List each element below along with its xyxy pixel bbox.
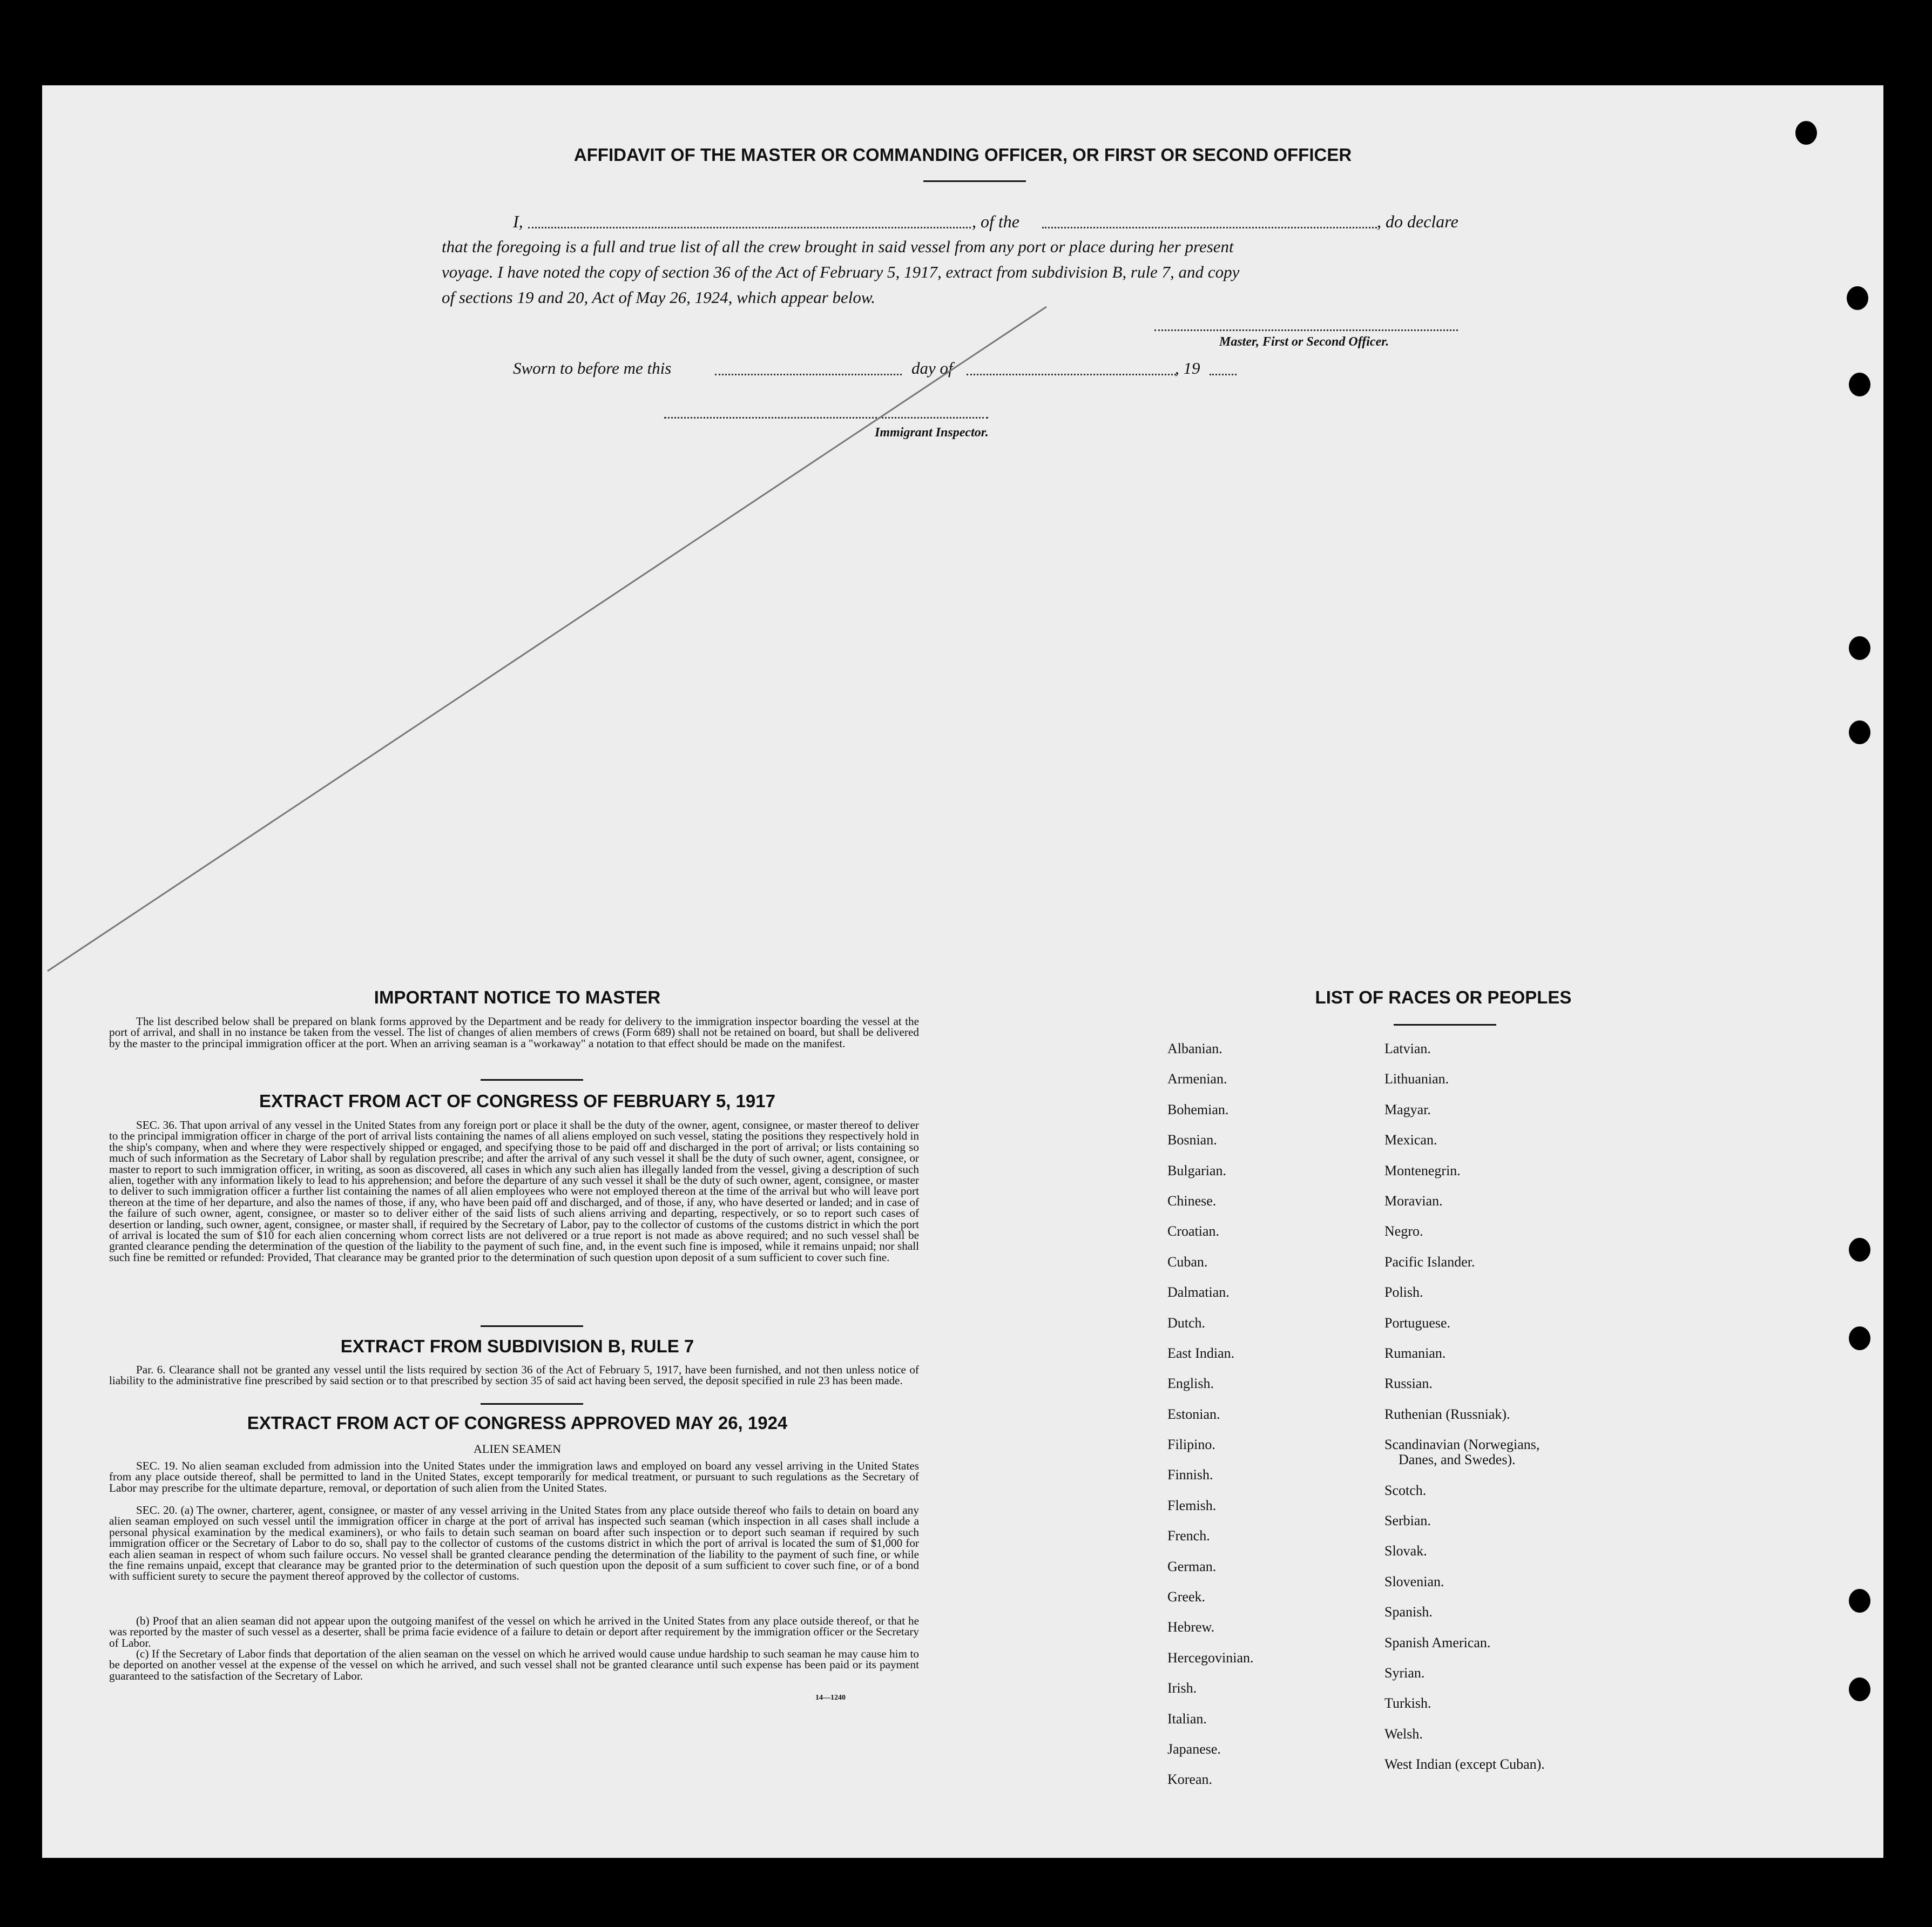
punch-hole <box>1849 1677 1870 1701</box>
punch-hole <box>1849 1326 1870 1350</box>
race-item: Turkish. <box>1384 1695 1431 1712</box>
races-left-column <box>1167 1034 1254 1795</box>
extract-rule7-rule <box>481 1403 583 1405</box>
affidavit-of-the: , of the <box>972 212 1019 231</box>
race-item: Hercegovinian. <box>1167 1649 1254 1666</box>
affidavit-line-4: of sections 19 and 20, Act of May 26, 1924, which appear below. <box>442 288 876 307</box>
race-item: Rumanian. <box>1384 1345 1446 1361</box>
race-item: Albanian. <box>1167 1041 1222 1056</box>
race-item: Chinese. <box>1167 1192 1217 1209</box>
race-item: Spanish American. <box>1384 1634 1491 1650</box>
form-page <box>42 85 1883 1858</box>
punch-hole <box>1847 286 1868 310</box>
sworn-label: Sworn to before me this <box>513 359 672 378</box>
race-item: Finnish. <box>1167 1467 1213 1483</box>
race-item: Magyar. <box>1384 1101 1431 1117</box>
race-item: Armenian. <box>1167 1071 1227 1087</box>
race-item: Negro. <box>1384 1223 1423 1239</box>
race-item: Hebrew. <box>1167 1619 1215 1635</box>
race-item: Bulgarian. <box>1167 1162 1227 1178</box>
extract-1917-heading: EXTRACT FROM ACT OF CONGRESS OF FEBRUARY 5, 1917 <box>259 1091 775 1111</box>
race-item: Mexican. <box>1384 1132 1437 1148</box>
affidavit-i-label: I, <box>513 212 523 231</box>
notice-heading: IMPORTANT NOTICE TO MASTER <box>374 987 661 1007</box>
races-rule <box>1394 1024 1496 1026</box>
race-item: Bosnian. <box>1167 1132 1217 1148</box>
race-item: Slovak. <box>1384 1543 1427 1559</box>
day-of-label: day of <box>911 359 953 378</box>
punch-hole <box>1849 1238 1870 1262</box>
year-label: , 19 <box>1175 359 1200 378</box>
affidavit-line-2: that the foregoing is a full and true list of all the crew brought in said vessel from any port or place during her present <box>442 237 1234 256</box>
race-item: Moravian. <box>1384 1192 1443 1209</box>
race-item: Lithuanian. <box>1384 1071 1449 1087</box>
race-item: Latvian. <box>1384 1041 1431 1056</box>
inspector-caption: Immigrant Inspector. <box>875 426 989 440</box>
race-item: East Indian. <box>1167 1345 1235 1361</box>
race-item: Scandinavian (Norwegians, <box>1384 1437 1540 1453</box>
sec-19-text: SEC. 19. No alien seaman excluded from admission into the United States under the immigration laws and employed on board any vessel arriving in the United States from any place outside thereof, shall be permitted to land in the United States, except temporarily for medical treatment, or pursuant to such regulations as the Secretary of Labor may prescribe for the ultimate departure, removal, or deportation of such alien from the United States. <box>109 1459 919 1494</box>
race-item: German. <box>1167 1558 1217 1574</box>
race-item: Japanese. <box>1167 1741 1221 1757</box>
race-item: Dalmatian. <box>1167 1284 1230 1301</box>
race-item: Irish. <box>1167 1680 1197 1696</box>
affidavit-line-3: voyage. I have noted the copy of section 36 of the Act of February 5, 1917, extract from subdivision B, rule 7, and copy <box>442 262 1240 281</box>
race-item: Italian. <box>1167 1710 1207 1727</box>
race-item: Welsh. <box>1384 1726 1423 1742</box>
race-item: Dutch. <box>1167 1315 1206 1331</box>
race-item: French. <box>1167 1528 1210 1544</box>
extract-1917-body: SEC. 36. That upon arrival of any vessel in the United States from any foreign port or place it shall be the duty of the owner, agent, consignee, or master thereof to deliver to the principal immigration officer in charge of the port of arrival lists containing the names of all aliens employed on such vessel, stating the positions they respectively hold in the ship's company, when and where they were respectively shipped or engaged, and specifying those to be paid off and discharged in the port of arrival; or lists containing so much of such information as the Secretary of Labor shall by regulation prescribe; and after the arrival of any such vessel it shall be the duty of such owner, agent, consignee, or master to report to such immigration officer, in writing, as soon as discovered, all cases in which any such alien has illegally landed from the vessel, giving a description of such alien, together with any information likely to lead to his apprehension; and before the departure of any such vessel it shall be the duty of such owner, agent, consignee, or master to deliver to such immigration officer a further list containing the names of all alien employees who were not employed thereon at the time of the arrival but who will leave port thereon at the time of her departure, and also the names of those, if any, who have been paid off and discharged, and of those, if any, who have deserted or landed; and in case of the failure of such owner, agent, consignee, or master so to deliver either of the said lists of such aliens arriving and departing, respectively, or so to report such cases of desertion or landing, such owner, agent, consignee, or master shall, if required by the Secretary of Labor, pay to the collector of customs of the customs district in which the port of arrival is located the sum of $10 for each alien concerning whom correct lists are not delivered or a true report is not made as above required; and no such vessel shall be granted clearance pending the determination of the question of the liability to the payment of such fine, and, in the event such fine is imposed, while it remains unpaid; nor shall such fine be remitted or refunded: Provided, That clearance may be granted prior to the determination of such question upon deposit of a sum sufficient to cover such fine. <box>109 1119 919 1264</box>
race-item: Croatian. <box>1167 1223 1220 1239</box>
punch-hole <box>1849 636 1870 660</box>
punch-hole <box>1849 373 1870 396</box>
race-item: Flemish. <box>1167 1497 1217 1513</box>
race-item: Pacific Islander. <box>1384 1254 1475 1270</box>
race-item: Filipino. <box>1167 1437 1215 1453</box>
race-item: Scotch. <box>1384 1482 1427 1498</box>
sec-20a-text: SEC. 20. (a) The owner, charterer, agent, consignee, or master of any vessel arriving in the United States from any place outside thereof who fails to detain on board any alien seaman employed on such vessel until the immigration officer in charge at the port of arrival has inspected such seaman (which inspection in all cases shall include a personal physical examination by the medical examiners), or who fails to detain such seaman on board after such inspection or to deport such seaman if required by such immigration officer or the Secretary of Labor to do so, shall pay to the collector of customs of the customs district in which the port of arrival is located the sum of $1,000 for each alien seaman in respect of whom such failure occurs. No vessel shall be granted clearance pending the determination of the liability to the payment of such fine, or while the fine remains unpaid, except that clearance may be granted prior to the determination of such question upon the deposit of a sum sufficient to cover such fine, or of a bond with sufficient surety to secure the payment thereof approved by the collector of customs. <box>109 1504 919 1583</box>
race-item: Serbian. <box>1384 1513 1431 1529</box>
extract-rule7-heading: EXTRACT FROM SUBDIVISION B, RULE 7 <box>340 1336 694 1356</box>
diagonal-pen-mark <box>42 85 1883 1858</box>
race-item: Syrian. <box>1384 1665 1425 1681</box>
sec-20b-text: (b) Proof that an alien seaman did not appear upon the outgoing manifest of the vessel on which he arrived in the United States from any place outside thereof, or that he was reported by the master of such vessel as a deserter, shall be prima facie evidence of a failure to detain or deport after requirement by the immigration officer or the Secretary of Labor. <box>109 1614 919 1649</box>
extract-1917-rule <box>481 1325 583 1327</box>
race-item: Slovenian. <box>1384 1573 1444 1589</box>
punch-hole <box>1849 1589 1870 1613</box>
extract-1924-heading: EXTRACT FROM ACT OF CONGRESS APPROVED MAY 26, 1924 <box>247 1413 788 1433</box>
race-item: Portuguese. <box>1384 1315 1451 1331</box>
race-item: English. <box>1167 1376 1214 1392</box>
affidavit-heading: AFFIDAVIT OF THE MASTER OR COMMANDING OFFICER, OR FIRST OR SECOND OFFICER <box>573 145 1352 165</box>
race-item: Russian. <box>1384 1376 1433 1392</box>
notice-body: The list described below shall be prepared on blank forms approved by the Department and be ready for delivery to the immigration inspector boarding the vessel at the port of arrival, and shall in no instance be taken from the vessel. The list of changes of alien members of crews (Form 689) shall not be retained on board, but shall be delivered by the master to the principal immigration officer at the port. When an arriving seaman is a "workaway" a notation to that effect should be made on the manifest. <box>109 1015 919 1050</box>
sec-20c-text: (c) If the Secretary of Labor finds that deportation of the alien seaman on the vessel on which he arrived would cause undue hardship to such seaman he may cause him to be deported on another vessel at the expense of the vessel on which he arrived, and such vessel shall not be granted clearance until such expense has been paid or its payment guaranteed to the satisfaction of the Secretary of Labor. <box>109 1647 919 1682</box>
punch-hole <box>1795 121 1817 145</box>
race-item: Korean. <box>1167 1771 1213 1788</box>
races-heading: LIST OF RACES OR PEOPLES <box>1315 987 1572 1007</box>
races-right-column <box>1384 1034 1545 1780</box>
race-item: Bohemian. <box>1167 1101 1229 1117</box>
race-item: Greek. <box>1167 1589 1206 1605</box>
race-item: Ruthenian (Russniak). <box>1384 1406 1510 1422</box>
punch-hole <box>1849 720 1870 744</box>
race-item: Estonian. <box>1167 1406 1220 1422</box>
race-item: West Indian (except Cuban). <box>1384 1756 1545 1773</box>
master-caption: Master, First or Second Officer. <box>1219 335 1389 349</box>
notice-rule <box>481 1079 583 1081</box>
form-number: 14—1240 <box>815 1694 846 1702</box>
race-item: Spanish. <box>1384 1604 1433 1620</box>
race-item: Polish. <box>1384 1284 1423 1301</box>
race-item: Cuban. <box>1167 1254 1208 1270</box>
affidavit-do-declare: , do declare <box>1377 212 1458 231</box>
race-item: Danes, and Swedes). <box>1399 1452 1516 1468</box>
extract-rule7-body: Par. 6. Clearance shall not be granted any vessel until the lists required by section 36 of the Act of February 5, 1917, have been furnished, and not then unless notice of liability to the administrative fine prescribed by said section or to that prescribed by section 35 of said act having been served, the deposit specified in rule 23 has been made. <box>109 1363 919 1387</box>
alien-seamen-subheading: ALIEN SEAMEN <box>474 1442 561 1456</box>
race-item: Montenegrin. <box>1384 1162 1461 1178</box>
